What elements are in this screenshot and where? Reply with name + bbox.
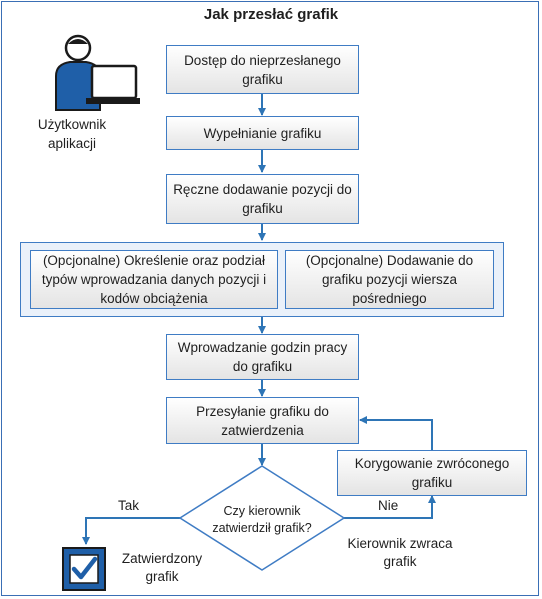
step-access: Dostęp do nieprzesłanego grafiku: [166, 45, 359, 94]
arrow-yes-to-approved: [86, 518, 180, 544]
step-enter-hours: Wprowadzanie godzin pracy do grafiku: [166, 334, 359, 380]
step-optional-indirect: (Opcjonalne) Dodawanie do grafiku pozycji wiersza pośredniego: [285, 250, 494, 309]
diagram-title: Jak przesłać grafik: [203, 6, 339, 23]
checkbox-checked-icon: [62, 547, 106, 591]
decision-text-line2: zatwierdził grafik?: [212, 521, 312, 535]
approved-label: Zatwierdzony grafik: [121, 551, 203, 584]
step-optional-split: (Opcjonalne) Określenie oraz podział typów wprowadzania danych pozycji i kodów obciążenia: [30, 250, 278, 309]
user-at-computer-icon: [48, 32, 144, 112]
decision-text-line1: Czy kierownik: [223, 504, 301, 518]
step-add-items: Ręczne dodawanie pozycji do grafiku: [166, 174, 359, 224]
step-submit: Przesyłanie grafiku do zatwierdzenia: [166, 397, 359, 444]
no-label: Nie: [378, 498, 399, 513]
step-fill: Wypełnianie grafiku: [166, 116, 359, 150]
arrow-correct-to-submit: [360, 420, 432, 450]
manager-returns-label: Kierownik zwraca grafik: [347, 536, 453, 569]
yes-label: Tak: [118, 498, 140, 513]
actor-label: Użytkownik aplikacji: [37, 117, 107, 151]
step-correct: Korygowanie zwróconego grafiku: [337, 450, 527, 496]
